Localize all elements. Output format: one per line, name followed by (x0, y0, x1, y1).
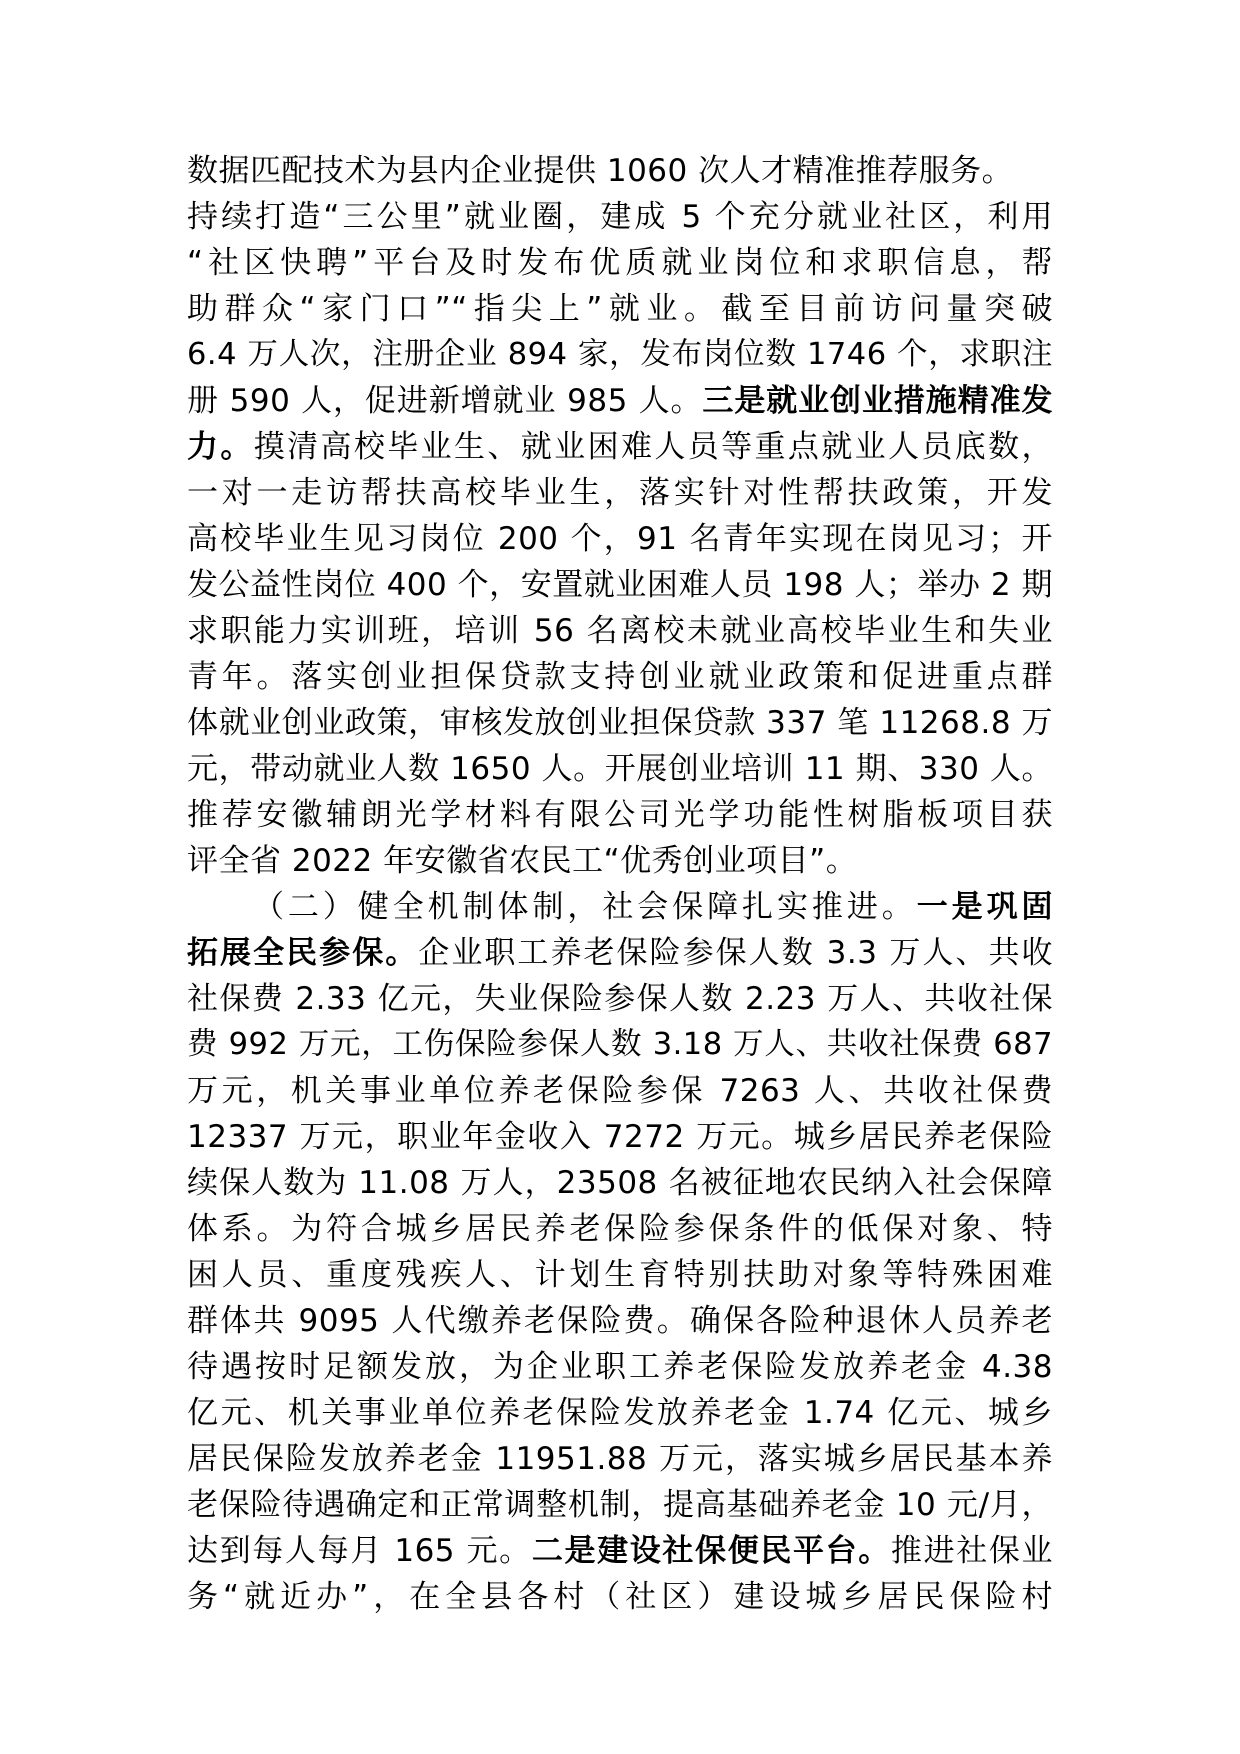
text-line (187, 562, 1053, 608)
text-segment: 社保费 2.33 亿元，失业保险参保人数 2.23 万人、共收社保 (187, 981, 1053, 1017)
text-line (187, 884, 1053, 930)
text-segment: 12337 万元，职业年金收入 7272 万元。城乡居民养老保险 (187, 1119, 1053, 1155)
text-segment: 待遇按时足额发放，为企业职工养老保险发放养老金 4.38 (187, 1349, 1053, 1385)
text-segment: 续保人数为 11.08 万人，23508 名被征地农民纳入社会保障 (187, 1165, 1053, 1201)
text-segment: 费 992 万元，工伤保险参保人数 3.18 万人、共收社保费 687 (187, 1027, 1053, 1062)
text-line (187, 516, 1053, 562)
text-line (187, 286, 1053, 332)
text-line (187, 654, 1053, 700)
text-segment: 青年。落实创业担保贷款支持创业就业政策和促进重点群 (187, 659, 1053, 695)
text-line (187, 746, 1053, 792)
text-line (187, 792, 1053, 838)
text-segment: “社区快聘”平台及时发布优质就业岗位和求职信息，帮 (187, 245, 1053, 281)
text-segment: 持续打造“三公里”就业圈，建成 5 个充分就业社区，利用 (187, 199, 1053, 235)
text-segment: 6.4 万人次，注册企业 894 家，发布岗位数 1746 个，求职注 (187, 337, 1053, 372)
text-line (187, 1114, 1053, 1160)
text-line (187, 332, 1053, 378)
text-segment: 居民保险发放养老金 11951.88 万元，落实城乡居民基本养 (187, 1441, 1053, 1477)
text-segment: 助群众“家门口”“指尖上”就业。截至目前访问量突破 (187, 291, 1053, 327)
text-line (187, 1160, 1053, 1206)
document-page (187, 148, 1053, 1620)
text-line (187, 1574, 1053, 1620)
bold-heading-segment: 力。 (187, 429, 254, 465)
text-line (187, 1528, 1053, 1574)
text-segment: 万元，机关事业单位养老保险参保 7263 人、共收社保费 (187, 1073, 1053, 1109)
text-segment: 高校毕业生见习岗位 200 个，91 名青年实现在岗见习；开 (187, 521, 1053, 557)
text-line (187, 1390, 1053, 1436)
text-line (187, 194, 1053, 240)
text-line (187, 1436, 1053, 1482)
text-segment: 摸清高校毕业生、就业困难人员等重点就业人员底数， (253, 429, 1054, 465)
text-line (187, 240, 1053, 286)
text-segment: 达到每人每月 165 元。 (187, 1533, 532, 1569)
text-segment: 亿元、机关事业单位养老保险发放养老金 1.74 亿元、城乡 (187, 1395, 1053, 1431)
bold-heading-segment: 三是就业创业措施精准发 (702, 383, 1053, 419)
text-line (187, 930, 1053, 976)
text-segment: 发公益性岗位 400 个，安置就业困难人员 198 人；举办 2 期 (187, 567, 1053, 603)
text-segment: 群体共 9095 人代缴养老保险费。确保各险种退休人员养老 (187, 1303, 1053, 1339)
text-line (187, 608, 1053, 654)
bold-heading-segment: 一是巩固 (916, 889, 1053, 925)
text-segment: 评全省 2022 年安徽省农民工“优秀创业项目”。 (187, 843, 858, 879)
text-segment: 册 590 人，促进新增就业 985 人。 (187, 383, 703, 419)
text-segment: 推进社保业 (890, 1533, 1053, 1569)
text-line (187, 1022, 1053, 1068)
text-segment: （二）健全机制体制，社会保障扎实推进。 (253, 889, 917, 925)
text-line (187, 1344, 1053, 1390)
text-line (187, 700, 1053, 746)
text-line (187, 976, 1053, 1022)
bold-heading-segment: 二是建设社保便民平台。 (531, 1533, 891, 1569)
text-line (187, 838, 1053, 884)
text-segment: 一对一走访帮扶高校毕业生，落实针对性帮扶政策，开发 (187, 475, 1053, 511)
text-segment: 求职能力实训班，培训 56 名离校未就业高校毕业生和失业 (187, 613, 1053, 649)
text-line (187, 148, 1053, 194)
text-segment: 元，带动就业人数 1650 人。开展创业培训 11 期、330 人。 (187, 751, 1053, 787)
text-line (187, 470, 1053, 516)
text-line (187, 1206, 1053, 1252)
text-segment: 企业职工养老保险参保人数 3.3 万人、共收 (418, 935, 1053, 971)
text-line (187, 1068, 1053, 1114)
text-line (187, 378, 1053, 424)
text-segment: 体就业创业政策，审核发放创业担保贷款 337 笔 11268.8 万 (187, 705, 1053, 741)
text-line (187, 1482, 1053, 1528)
text-segment: 推荐安徽辅朗光学材料有限公司光学功能性树脂板项目获 (187, 797, 1053, 833)
text-segment: 老保险待遇确定和正常调整机制，提高基础养老金 10 元/月， (187, 1487, 1053, 1523)
bold-heading-segment: 拓展全民参保。 (187, 935, 419, 971)
text-line (187, 1298, 1053, 1344)
text-line (187, 1252, 1053, 1298)
text-segment: 数据匹配技术为县内企业提供 1060 次人才精准推荐服务。 (187, 153, 1014, 189)
text-segment: 务“就近办”，在全县各村（社区）建设城乡居民保险村 (187, 1579, 1053, 1615)
text-line (187, 424, 1053, 470)
text-segment: 体系。为符合城乡居民养老保险参保条件的低保对象、特 (187, 1211, 1053, 1247)
text-segment: 困人员、重度残疾人、计划生育特别扶助对象等特殊困难 (187, 1257, 1053, 1293)
